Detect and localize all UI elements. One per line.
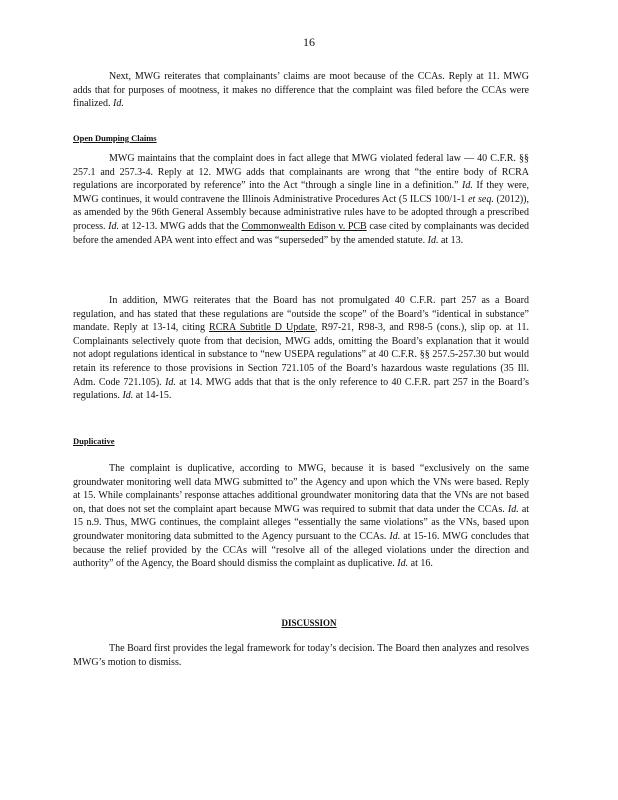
citation-id: Id.	[507, 503, 519, 515]
section-heading-discussion: DISCUSSION	[281, 618, 337, 628]
paragraph-text: MWG maintains that the complaint does in fact allege that MWG violated federal law — 40 C.F.R. §§ 257.1 and 257.3-4. Reply at 12. MWG adds that complainants are wrong that “the entire body of RCRA regulations are incorporated by reference” into the Act “through a single line in a definition.”	[73, 153, 529, 192]
paragraph-board-regulation	[73, 294, 529, 403]
paragraph-text: at 13.	[440, 234, 464, 246]
paragraph-text: (2012)), as amended by the 96th General Assembly because administrative rules have to be adopted through a prescribed process.	[73, 193, 530, 232]
paragraph-text: Next, MWG reiterates that complainants’ claims are moot because of the CCAs. Reply at 11. MWG adds that for purposes of mootness, it makes no difference that the complaint was filed before the CCAs were finalized.	[73, 71, 529, 110]
citation-et-seq: et seq.	[468, 193, 494, 205]
section-heading-duplicative: Duplicative	[73, 436, 115, 446]
paragraph-text: at 15-16. MWG concludes that because the relief provided by the CCAs will “resolve all of the alleged violations under the direction and authority” of the Agency, the Board should dismiss the complaint as duplicative.	[73, 530, 530, 570]
paragraph-text: If they were, MWG continues, it would contravene the Illinois Administrative Procedures Act (5 ILCS 100/1-1	[73, 180, 530, 205]
case-name: RCRA Subtitle D Update	[209, 322, 315, 334]
paragraph-text: The Board first provides the legal framework for today’s decision. The Board then analyzes and resolves MWG’s motion to dismiss.	[73, 643, 529, 668]
paragraph-duplicative	[73, 462, 529, 571]
citation-id: Id.	[389, 530, 401, 542]
paragraph-text: at 16.	[410, 558, 433, 570]
paragraph-discussion-intro	[73, 642, 529, 669]
citation-id: Id.	[108, 220, 119, 232]
citation-id: Id.	[122, 390, 134, 402]
paragraph-text: at 14. MWG adds that that is the only reference to 40 C.F.R. part 257 in the Board’s regulations.	[73, 376, 530, 402]
paragraph-text: at 15 n.9. Thus, MWG continues, the complaint alleges “essentially the same violations” as the VNs, based upon groundwater monitoring data submitted to the Agency pursuant to the CCAs.	[73, 503, 530, 542]
section-heading-open-dumping: Open Dumping Claims	[73, 133, 157, 143]
paragraph-mootness	[73, 70, 529, 111]
citation-id: Id.	[427, 234, 439, 246]
case-name: Commonwealth Edison v. PCB	[241, 220, 367, 232]
citation-id: Id.	[462, 180, 473, 192]
citation-id: Id.	[112, 98, 124, 110]
paragraph-text: at 14-15.	[135, 390, 172, 402]
paragraph-open-dumping	[73, 152, 529, 247]
paragraph-text: case cited by complainants was decided before the amended APA went into effect and was “superseded” by the amended statute.	[73, 220, 530, 246]
paragraph-text: at 12-13. MWG adds that the	[121, 220, 239, 232]
paragraph-text: The complaint is duplicative, according to MWG, because it is based “exclusively on the same groundwater monitoring well data MWG submitted to” the Agency and upon which the VNs were based. Reply at 15. While complainants’ response attaches additional groundwater monitoring data that the VNs are not based on, that does not set the complaint apart because MWG was required to submit that data under the CCAs.	[73, 463, 529, 515]
citation-id: Id.	[397, 558, 409, 570]
citation-id: Id.	[165, 376, 176, 388]
page-number: 16	[303, 35, 315, 49]
paragraph-text: In addition, MWG reiterates that the Board has not promulgated 40 C.F.R. part 257 as a Board regulation, and has stated that these regulations are “outside the scope” of the Board’s “identical in substance” mandate. Reply at 13-14, citing	[73, 295, 529, 334]
paragraph-text: , R97-21, R98-3, and R98-5 (cons.), slip op. at 11. Complainants selectively quote from that decision, MWG adds, omitting the Board’s explanation that it would not adopt regulations identical in substance to “new USEPA regulations” at 40 C.F.R. §§ 257.5-257.30 but would retain its reference to those provisions in Section 721.105 of the Board’s hazardous waste regulations (35 Ill. Adm. Code 721.105).	[73, 322, 529, 388]
